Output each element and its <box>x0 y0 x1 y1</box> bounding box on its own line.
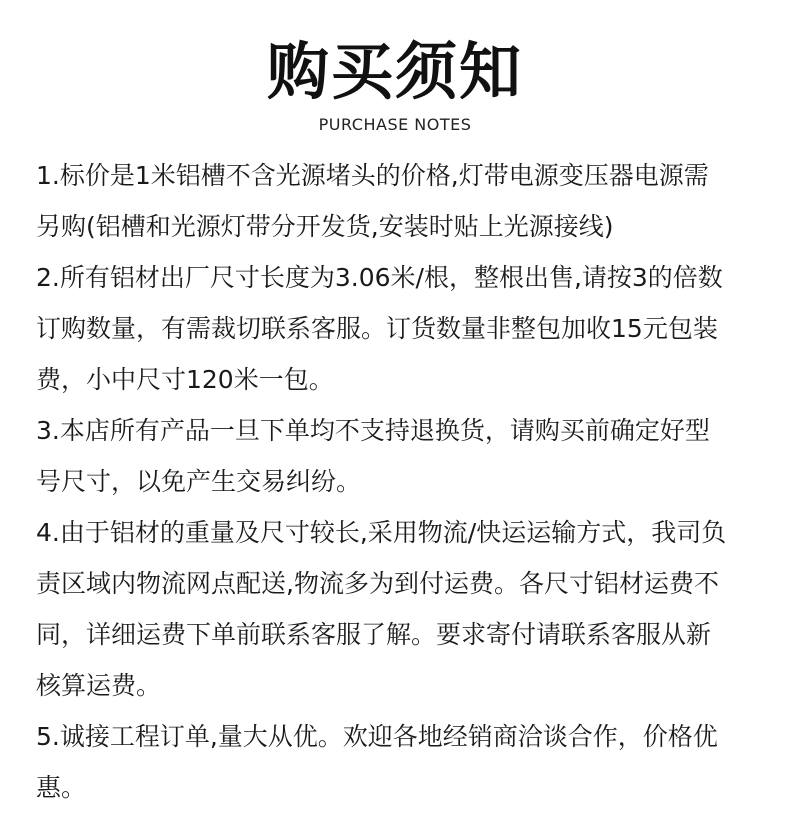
note-item-3: 3.本店所有产品一旦下单均不支持退换货，请购买前确定好型 号尺寸，以免产生交易纠纷。 <box>36 416 710 496</box>
note-item-2: 2.所有铝材出厂尺寸长度为3.06米/根，整根出售,请按3的倍数 订购数量，有需裁切联系客服。订货数量非整包加收15元包装 费，小中尺寸120米一包。 <box>36 263 723 394</box>
notes-list <box>36 150 766 813</box>
page-subtitle: PURCHASE NOTES <box>318 115 472 134</box>
note-item-4: 4.由于铝材的重量及尺寸较长,采用物流/快运运输方式，我司负 责区域内物流网点配送,物流多为到付运费。各尺寸铝材运费不 同，详细运费下单前联系客服了解。要求寄付请联系客服从新 核算运费。 <box>36 518 727 700</box>
note-item-5: 5.诚接工程订单,量大从优。欢迎各地经销商洽谈合作，价格优 惠。 <box>36 722 718 802</box>
note-item-1: 1.标价是1米铝槽不含光源堵头的价格,灯带电源变压器电源需 另购(铝槽和光源灯带分开发货,安装时贴上光源接线) <box>36 161 709 241</box>
page-title: 购买须知 <box>266 35 523 108</box>
